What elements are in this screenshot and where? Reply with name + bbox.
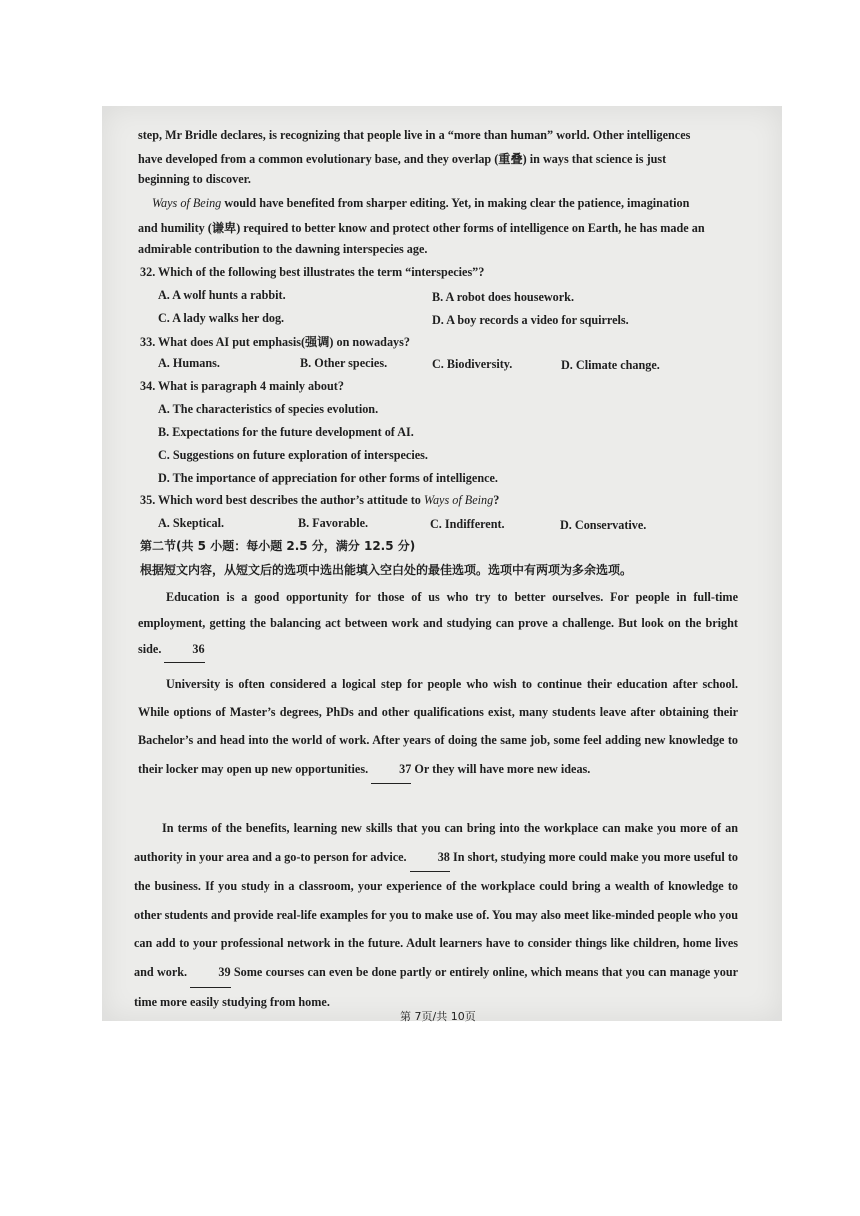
passage-line: Ways of Being would have benefited from sharper editing. Yet, in making clear the patience, imagination bbox=[152, 196, 690, 210]
section-heading: 第二节(共 5 小题：每小题 2.5 分，满分 12.5 分) bbox=[140, 539, 416, 553]
q32-option-c: C. A lady walks her dog. bbox=[158, 311, 285, 325]
blank-38[interactable]: 38 bbox=[410, 843, 450, 873]
q34-option-c: C. Suggestions on future exploration of interspecies. bbox=[158, 448, 428, 462]
q35-option-b: B. Favorable. bbox=[298, 516, 369, 530]
question-33-stem: 33. What does AI put emphasis(强调) on nowadays? bbox=[140, 335, 410, 349]
book-title: Ways of Being bbox=[423, 493, 494, 507]
q32-option-b: B. A robot does housework. bbox=[432, 290, 574, 304]
q32-option-a: A. A wolf hunts a rabbit. bbox=[158, 288, 286, 302]
passage-line: have developed from a common evolutionary base, and they overlap (重叠) in ways that science is just bbox=[138, 152, 667, 166]
q32-option-d: D. A boy records a video for squirrels. bbox=[432, 313, 629, 327]
q33-option-a: A. Humans. bbox=[158, 356, 220, 370]
page-number: 第 7页/共 10页 bbox=[400, 1010, 476, 1023]
q34-option-b: B. Expectations for the future development of AI. bbox=[158, 425, 414, 439]
blank-36[interactable]: 36 bbox=[164, 636, 204, 663]
passage-paragraph: Education is a good opportunity for those of us who try to better ourselves. For people in full-time employment, getting the balancing act between work and studying can prove a challenge. But look on the bright side. 36 bbox=[138, 584, 738, 663]
passage-line: and humility (谦卑) required to better know and protect other forms of intelligence on Earth, he has made an bbox=[138, 221, 705, 235]
q34-option-a: A. The characteristics of species evolution. bbox=[158, 402, 379, 416]
passage-line: admirable contribution to the dawning interspecies age. bbox=[138, 242, 428, 256]
section-instruction: 根据短文内容，从短文后的选项中选出能填入空白处的最佳选项。选项中有两项为多余选项。 bbox=[140, 563, 633, 577]
q33-option-b: B. Other species. bbox=[300, 356, 388, 370]
question-35-stem: 35. Which word best describes the author’s attitude to Ways of Being? bbox=[140, 493, 500, 507]
question-34-stem: 34. What is paragraph 4 mainly about? bbox=[140, 379, 344, 393]
passage-line: step, Mr Bridle declares, is recognizing that people live in a “more than human” world. Other intelligences bbox=[138, 128, 691, 142]
passage-line: beginning to discover. bbox=[138, 172, 251, 186]
book-title: Ways of Being bbox=[152, 196, 222, 210]
passage-paragraph: In terms of the benefits, learning new skills that you can bring into the workplace can make you more of an authority in your area and a go-to person for advice. 38 In short, studying more could make you more useful to the business. If you study in a classroom, your experience of the workplace could bring a wealth of knowledge to other students and provide real-life examples for you to make use of. You may also meet like-minded people who you can add to your professional network in the future. Adult learners have to consider things like children, home lives and work. 39 Some courses can even be done partly or entirely online, which means that you can manage your time more easily studying from home. bbox=[134, 821, 739, 1009]
q35-option-a: A. Skeptical. bbox=[158, 516, 225, 530]
q34-option-d: D. The importance of appreciation for other forms of intelligence. bbox=[158, 471, 498, 485]
blank-37[interactable]: 37 bbox=[371, 755, 411, 784]
passage-paragraph: University is often considered a logical step for people who wish to continue their education after school. While options of Master’s degrees, PhDs and other qualifications exist, many students leave after obtaining their Bachelor’s and head into the world of work. After years of doing the same job, some feel adding new knowledge to their locker may open up new opportunities. 37 Or they will have more new ideas. bbox=[138, 670, 738, 784]
question-32-stem: 32. Which of the following best illustrates the term “interspecies”? bbox=[140, 265, 485, 279]
q35-option-c: C. Indifferent. bbox=[430, 517, 505, 531]
q33-option-c: C. Biodiversity. bbox=[432, 357, 513, 371]
q33-option-d: D. Climate change. bbox=[561, 358, 660, 372]
blank-39[interactable]: 39 bbox=[190, 958, 230, 988]
q35-option-d: D. Conservative. bbox=[560, 518, 647, 532]
